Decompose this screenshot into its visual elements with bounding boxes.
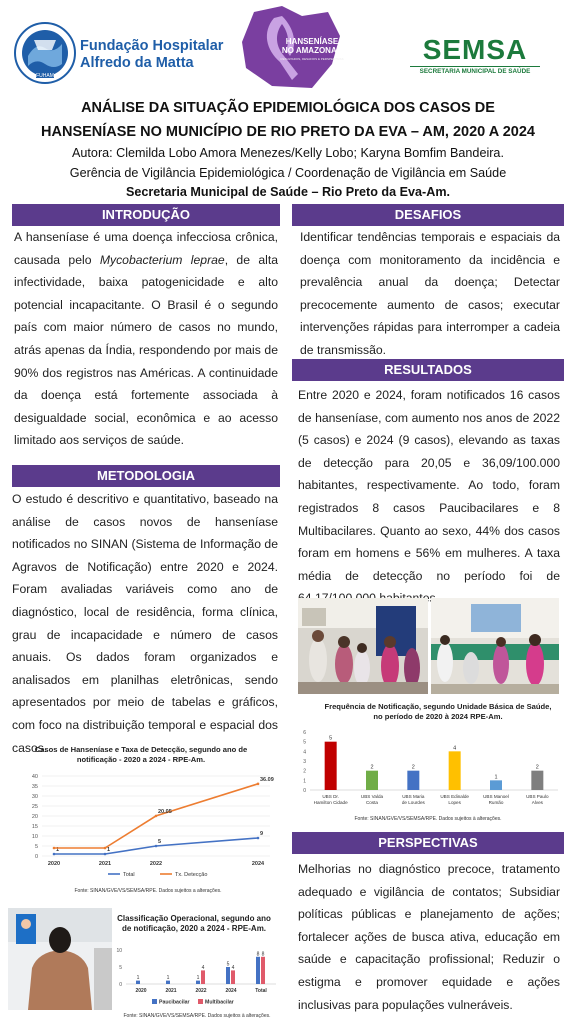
data-point [257,783,260,786]
y-tick-label: 10 [31,834,38,840]
y-tick-label: 5 [34,844,38,850]
category-label: Hamilton Cidade [313,800,348,805]
bar [325,742,337,790]
data-point [155,845,158,848]
line-chart-source: Fonte: SINAN/GVE/VS/SEMSA/RPE. Dados sujeitos a alterações. [74,888,222,894]
category-label: Lopes [448,800,461,805]
x-tick-label: Total [255,988,267,994]
fham-name-line1: Fundação Hospitalar [80,38,224,54]
ubs-chart-title: Frequência de Notificação, segundo Unidade Básica de Saúde, no período de 2020 à 2024 RPE-Am. [324,702,552,721]
line-chart-title: Casos de Hanseníase e Taxa de Detecção, segundo ano de notificação - 2020 a 2024 - RPE-Am. [34,745,248,764]
data-label: 4 [453,745,457,752]
affiliation: Gerência de Vigilância Epidemiológica / Coordenação de Vigilância em Saúde [69,166,507,180]
y-tick-label: 2 [303,768,306,775]
event-title-2: NO AMAZONAS [281,46,343,55]
y-tick-label: 30 [31,794,38,800]
data-point [53,853,56,856]
bar [366,771,378,790]
legend-label: Multibacilar [205,999,234,1006]
event-title-1: HANSENÍASE [285,37,339,46]
poster-title-line2: HANSENÍASE NO MUNICÍPIO DE RIO PRETO DA EVA – AM, 2020 A 2024 [41,124,535,140]
ubs-chart-source: Fonte: SINAN/GVE/VS/SEMSA/RPE. Dados sujeitos à alterações. [354,816,502,822]
y-tick-label: 5 [119,965,122,971]
bar [407,771,419,790]
data-label: 2 [370,764,374,771]
fham-logo [14,22,76,84]
data-label: 4 [231,964,235,971]
y-tick-label: 0 [303,788,306,794]
y-tick-label: 6 [303,730,306,736]
category-label: UBS Manoel [483,794,509,799]
semsa-full-name: SECRETARIA MUNICIPAL DE SAÚDE [410,66,540,75]
class-chart-source: Fonte: SINAN/GVE/VS/SEMSA/RPE. Dados sujeitos à alterações. [123,1013,271,1019]
category-label: UBS Edinalde [440,794,469,799]
x-tick-label: 2024 [251,861,265,867]
legend-label: Paucibacilar [159,999,190,1006]
y-tick-label: 0 [34,854,38,860]
data-label: 1 [107,847,111,853]
y-tick-label: 20 [31,814,38,820]
legend-swatch [152,999,157,1004]
introducao-text: A hanseníase é uma doença infecciosa crônica, causada pelo Mycobacterium leprae, de alta infectividade, baixa patogenicidade e alto potencial incapacitante. O Brasil é o segundo país com maior número de casos no mundo, atrás apenas da Índia, respondendo por mais de 90% dos registros nas Américas. A continuidade da doença está fortemente associada à desigualdade social, econômica e ao acesso limitado aos serviços de saúde. [14,230,278,448]
data-point [257,837,260,840]
legend-label: Total [123,872,135,878]
ubs-bar-chart [296,726,564,810]
bar [256,957,260,984]
photo-patient-exam [8,908,112,1010]
y-tick-label: 0 [119,982,122,988]
legend-swatch [198,999,203,1004]
photo-event-room [298,598,428,694]
data-label: 20.05 [158,808,172,815]
category-label: UBS Maria [402,794,425,799]
category-label: Rumão [488,800,504,805]
data-label: 36.09 [260,776,274,783]
data-label: 1 [136,975,140,982]
data-label: 9 [260,831,264,837]
bar [490,780,502,790]
cases-line-chart [12,768,280,878]
resultados-heading: RESULTADOS [292,359,564,381]
data-label: 1 [196,975,200,982]
desafios-text: Identificar tendências temporais e espaciais da doença com monitoramento da incidência e prevalência anual da doença; Detectar precocemente aumento de casos; executar intervenções rápidas para interromper a cadeia de transmissão. [300,230,560,357]
poster-title-line1: ANÁLISE DA SITUAÇÃO EPIDEMIOLÓGICA DOS CASOS DE [81,100,495,116]
data-label: 1 [56,847,60,853]
event-logo [232,2,344,92]
x-tick-label: 2021 [98,861,112,867]
data-label: 5 [226,961,230,968]
semsa-name: SEMSA [422,34,528,65]
bar [226,967,230,984]
data-label: 8 [261,951,265,958]
bar [166,981,170,984]
bar [261,957,265,984]
class-chart-title: Classificação Operacional, segundo ano de notificação, 2020 a 2024 - RPE-Am. [117,914,271,933]
species-name: Mycobacterium leprae [99,252,225,267]
x-tick-label: 2020 [47,861,61,867]
x-tick-label: 2020 [135,988,147,994]
perspectivas-text: Melhorias no diagnóstico precoce, tratamento adequado e vigilância de contatos; Subsidiar políticas públicas e planejamento de ações; fortalecer ações de busca ativa, educação em saúde e capacitação profissional; Reduzir o estigma e promover equidade e ações inclusivas para populações vulneráveis. [298,862,560,1012]
data-label: 1 [166,975,170,982]
metodologia-text: O estudo é descritivo e quantitativo, baseado na análise de casos novos de hanseníase notificados no SINAN (Sistema de Informação de Agravos de Notificação) entre 2020 e 2024. Foram avaliadas variáveis como ano de diagnóstico, local de residência, forma clínica, grau de incapacidade e número de casos anuais. Os dados foram organizados e analisados em planilhas eletrônicas, sendo apresentados por meio de tabelas e gráficos, com foco na distribuição temporal e espacial dos casos. [12,492,278,755]
category-label: UBS Dr. [322,794,339,799]
desafios-heading: DESAFIOS [292,204,564,226]
category-label: Alves [531,800,543,805]
data-point [104,853,107,856]
perspectivas-heading: PERSPECTIVAS [292,832,564,854]
x-tick-label: 2022 [195,988,207,994]
data-label: 4 [201,964,205,971]
semsa-logo [410,36,540,75]
fham-badge: FUHAM [36,73,54,79]
y-tick-label: 1 [303,778,306,785]
data-label: 2 [411,764,415,771]
y-tick-label: 5 [303,739,306,746]
y-tick-label: 25 [31,804,38,810]
bar [136,981,140,984]
bar [231,970,235,984]
data-point [155,815,158,818]
y-tick-label: 35 [31,784,38,790]
data-label: 8 [256,951,260,958]
event-subtitle: RESULTADOS, DESAFIOS E PERSPECTIVAS [280,57,344,61]
y-tick-label: 15 [31,824,38,830]
poster-header [0,0,576,96]
data-point [53,847,56,850]
y-tick-label: 10 [116,948,122,954]
category-label: Costa [365,800,379,805]
bar [201,970,205,984]
fham-name-line2: Alfredo da Matta [80,55,194,71]
data-point [104,847,107,850]
resultados-text: Entre 2020 e 2024, foram notificados 16 casos de hanseníase, com aumento nos anos de 2022 (5 casos) e 2024 (9 casos), elevando as taxas de detecção para 20,05 e 36,09/100.000 habitantes, respectivamente. Ao todo, foram registrados 8 casos Paucibacilares e 8 Multibacilares. Quanto ao sexo, 44% dos casos foram em homens e 56% em mulheres. A taxa média de detecção no período foi de [298,388,560,583]
data-label: 5 [329,735,333,742]
data-label: 1 [494,774,498,781]
photo-health-unit [431,598,559,694]
y-tick-label: 4 [303,749,306,756]
bar [196,981,200,984]
x-tick-label: 2022 [149,861,163,867]
fham-name [80,38,223,72]
introducao-heading: INTRODUÇÃO [12,204,280,226]
x-tick-label: 2021 [165,988,177,994]
institution: Secretaria Municipal de Saúde – Rio Preto da Eva-Am. [125,185,451,199]
bar [531,771,543,790]
y-tick-label: 40 [31,774,38,780]
category-label: UBS Paulo [526,794,549,799]
authors: Autora: Clemilda Lobo Amora Menezes/Kelly Lobo; Karyna Bomfim Bandeira. [72,146,504,160]
bar [449,751,461,790]
category-label: de Lourdes [401,800,425,805]
metodologia-heading: METODOLOGIA [12,465,280,487]
y-tick-label: 3 [303,759,306,765]
category-label: UBS Valda [360,794,384,799]
data-label: 2 [535,764,539,771]
x-tick-label: 2024 [225,988,237,994]
legend-label: Tx. Detecção [175,872,208,878]
data-label: 5 [158,839,162,845]
classification-bar-chart [112,946,280,1010]
